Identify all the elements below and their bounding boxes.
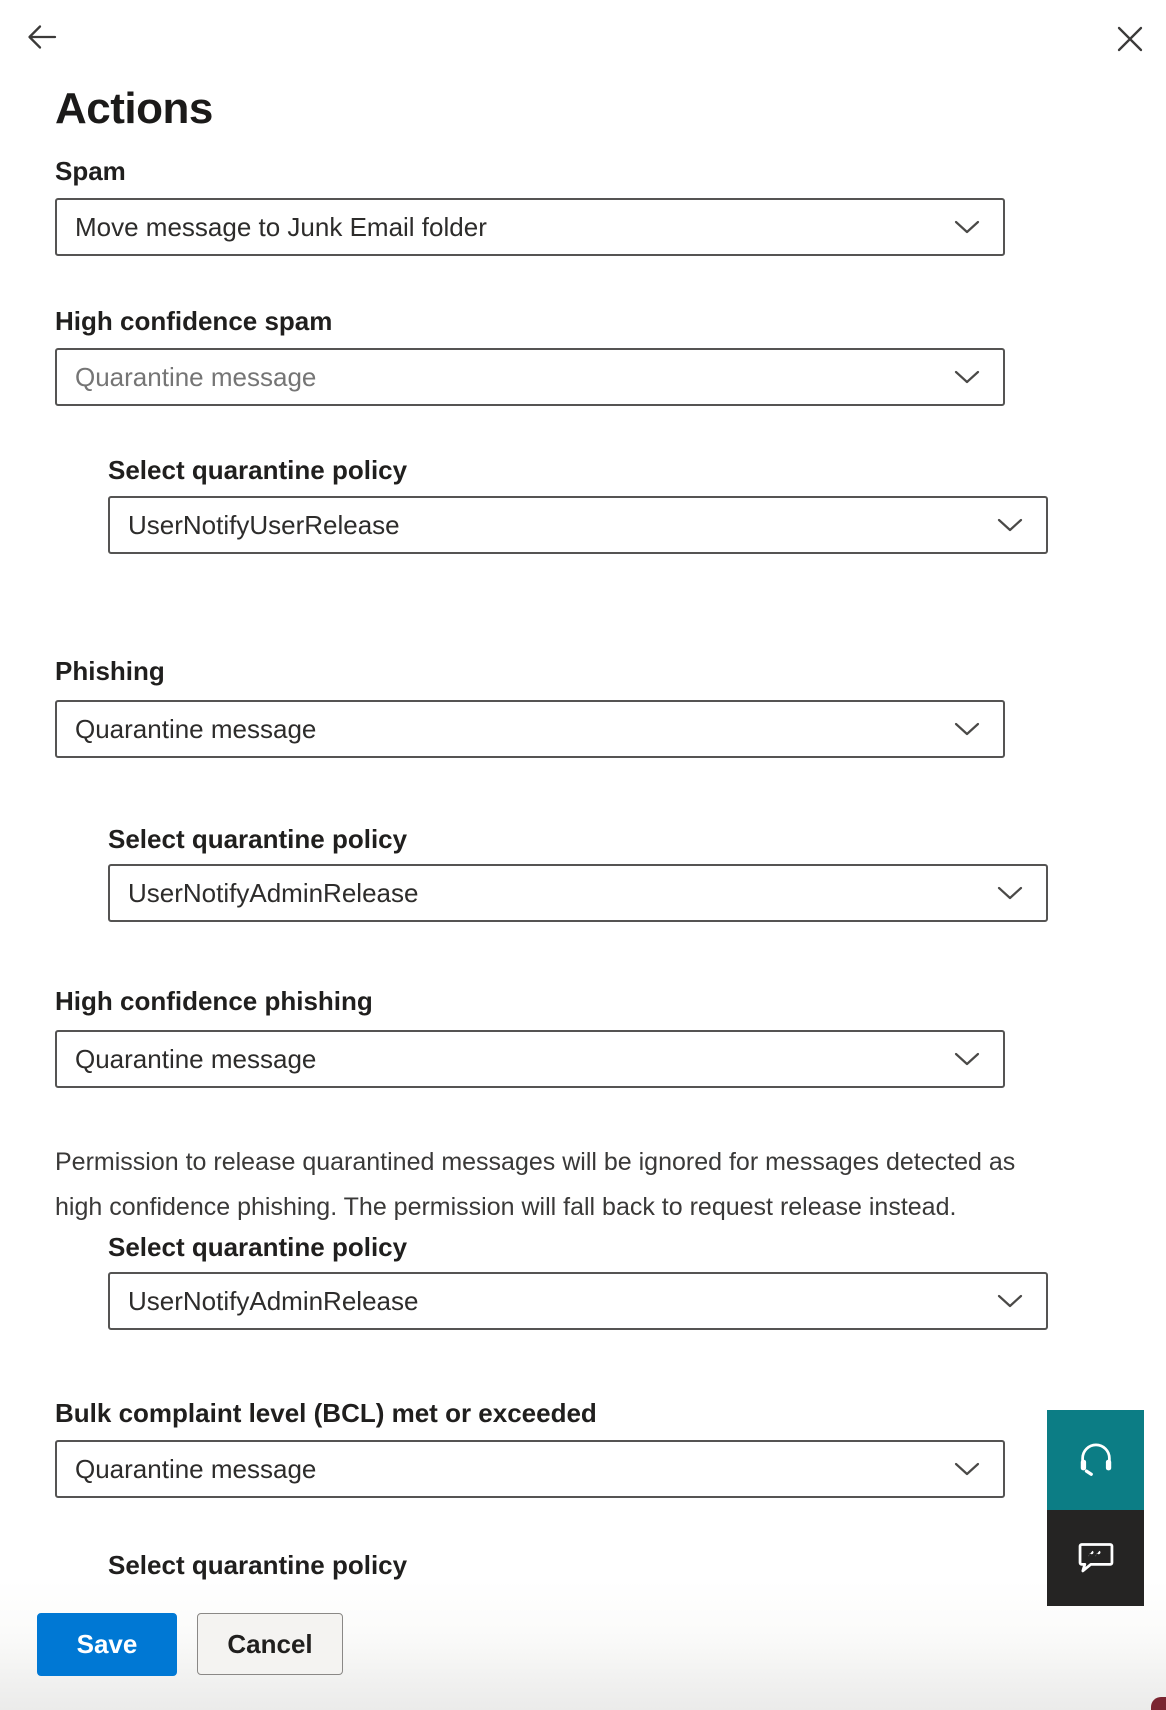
chevron-down-icon [953, 219, 981, 235]
phishing-quarantine-policy-value: UserNotifyAdminRelease [128, 877, 419, 908]
corner-element-fragment [1151, 1697, 1166, 1710]
chevron-down-icon [953, 1461, 981, 1477]
close-button[interactable] [1108, 18, 1152, 62]
hcp-quarantine-policy-label: Select quarantine policy [108, 1232, 408, 1262]
bulk-complaint-level-dropdown-value: Quarantine message [75, 1453, 317, 1484]
high-confidence-spam-label: High confidence spam [55, 306, 333, 336]
high-confidence-phishing-note: Permission to release quarantined messages will be ignored for messages detected as high confidence phishing. The permission will fall back to request release instead. [55, 1148, 1016, 1221]
save-button[interactable]: Save [37, 1613, 177, 1676]
bcl-quarantine-policy-label: Select quarantine policy [108, 1550, 408, 1580]
feedback-button[interactable] [1047, 1510, 1144, 1606]
chevron-down-icon [953, 1051, 981, 1067]
phishing-label: Phishing [55, 656, 165, 686]
hcs-quarantine-policy-dropdown[interactable] [108, 496, 1048, 554]
support-button[interactable] [1047, 1410, 1144, 1510]
chevron-down-icon [996, 885, 1024, 901]
phishing-quarantine-policy-dropdown[interactable] [108, 864, 1048, 922]
page-title: Actions [55, 84, 213, 133]
high-confidence-phishing-label: High confidence phishing [55, 986, 373, 1016]
hcs-quarantine-policy-label: Select quarantine policy [108, 455, 408, 485]
close-icon [1115, 24, 1145, 57]
spam-dropdown[interactable] [55, 198, 1005, 256]
cancel-button[interactable]: Cancel [197, 1613, 343, 1675]
chevron-down-icon [953, 369, 981, 385]
back-button[interactable] [20, 16, 64, 60]
hcp-quarantine-policy-dropdown[interactable] [108, 1272, 1048, 1330]
phishing-dropdown-value: Quarantine message [75, 713, 317, 744]
spam-dropdown-value: Move message to Junk Email folder [75, 211, 487, 242]
headset-icon [1074, 1437, 1118, 1484]
bulk-complaint-level-dropdown[interactable] [55, 1440, 1005, 1498]
spam-label: Spam [55, 156, 126, 186]
high-confidence-phishing-dropdown[interactable] [55, 1030, 1005, 1088]
phishing-dropdown[interactable] [55, 700, 1005, 758]
bcl-quarantine-policy-label-clipped [108, 1550, 407, 1582]
hcs-quarantine-policy-value: UserNotifyUserRelease [128, 509, 400, 540]
phishing-quarantine-policy-label: Select quarantine policy [108, 824, 408, 854]
chevron-down-icon [953, 721, 981, 737]
hcp-quarantine-policy-value: UserNotifyAdminRelease [128, 1285, 419, 1316]
chevron-down-icon [996, 517, 1024, 533]
back-arrow-icon [23, 18, 61, 59]
chat-feedback-icon [1074, 1535, 1118, 1582]
high-confidence-spam-dropdown[interactable] [55, 348, 1005, 406]
bulk-complaint-level-label: Bulk complaint level (BCL) met or exceeded [55, 1398, 597, 1428]
high-confidence-phishing-dropdown-value: Quarantine message [75, 1043, 317, 1074]
chevron-down-icon [996, 1293, 1024, 1309]
high-confidence-spam-dropdown-value: Quarantine message [75, 361, 317, 392]
